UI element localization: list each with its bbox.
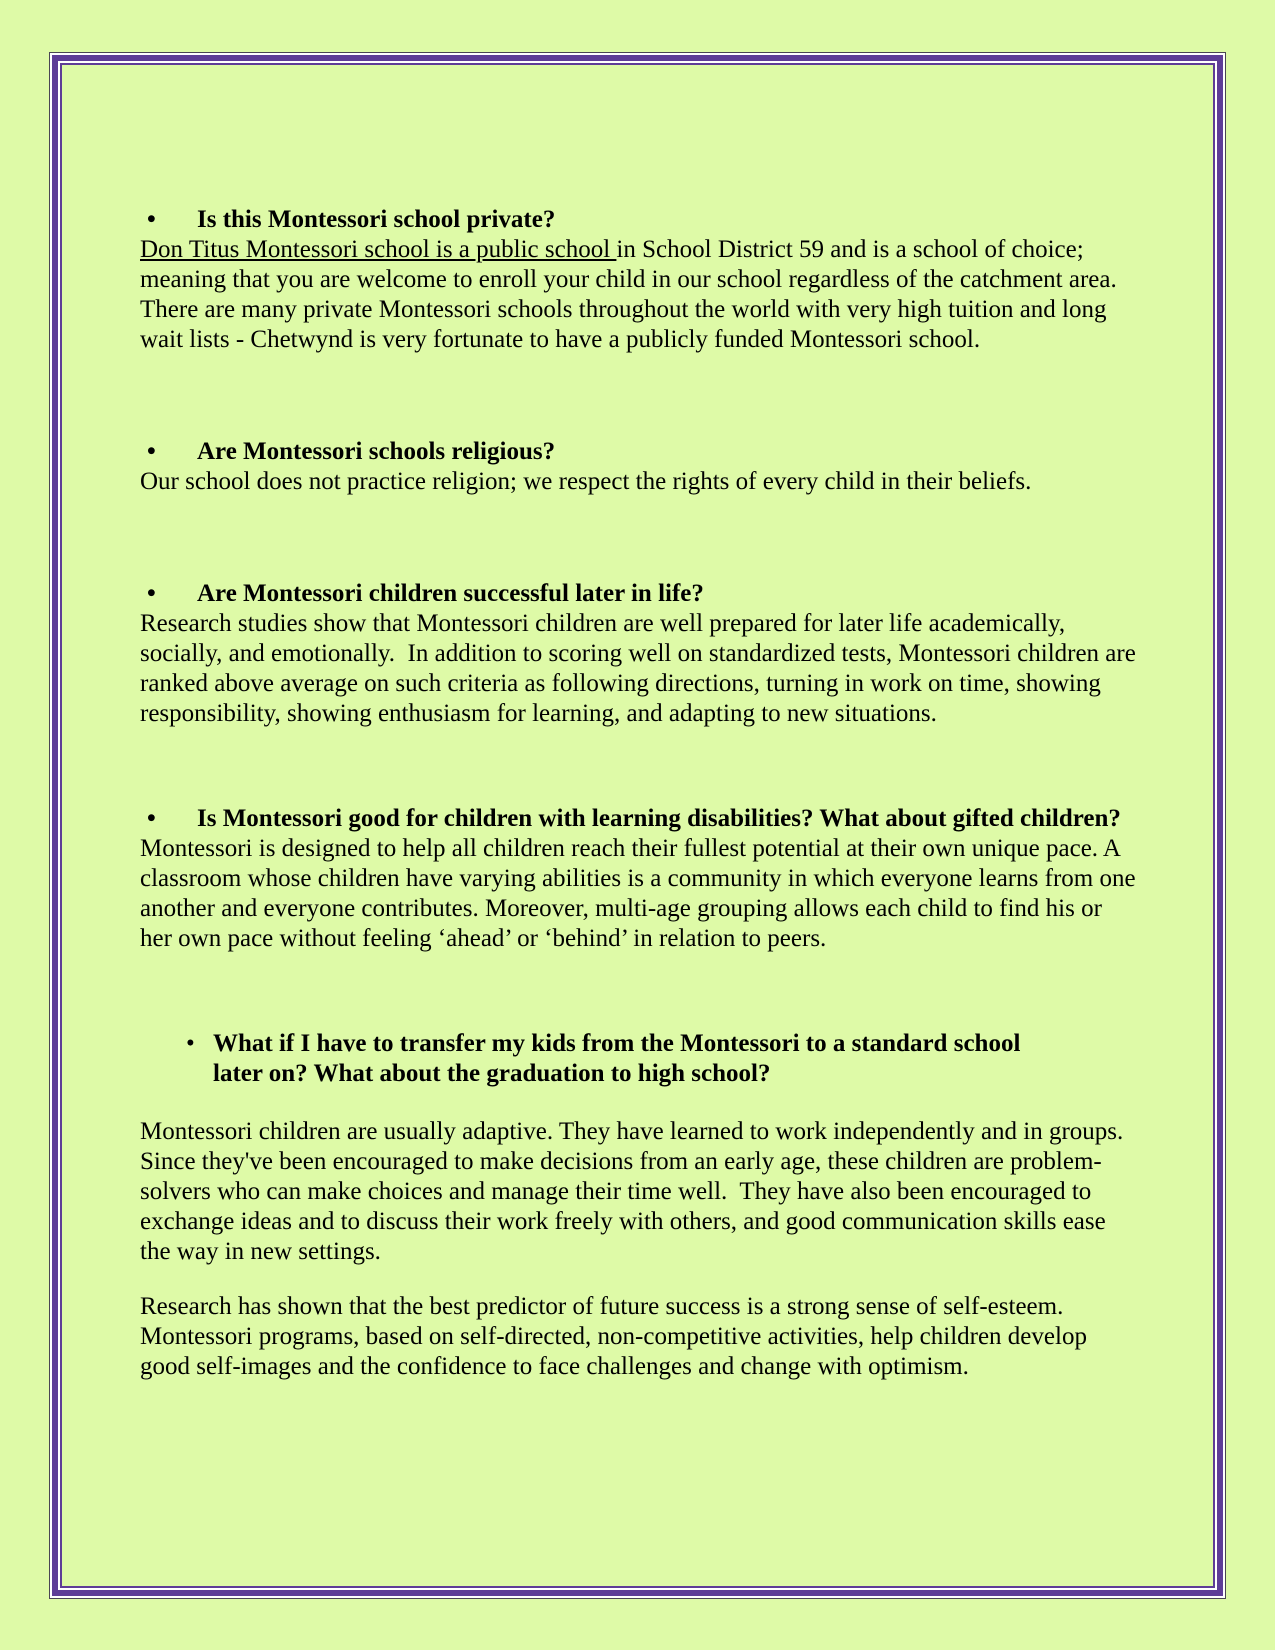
- bullet-icon: •: [147, 438, 156, 465]
- question-text: Is Montessori good for children with learning disabilities? What about gifted children?: [197, 805, 1121, 832]
- question-text: Is this Montessori school private?: [197, 206, 556, 233]
- question-heading: [140, 1029, 1140, 1089]
- faq-content: [140, 205, 1143, 1382]
- question-text: What if I have to transfer my kids from the Montessori to a standard school later on? What about the graduation to high school?: [213, 1030, 1027, 1087]
- answer-paragraph: Our school does not practice religion; we respect the rights of every child in their beliefs.: [140, 468, 1032, 495]
- faq-section-religious: [140, 437, 1140, 497]
- faq-section-success: [140, 579, 1143, 729]
- question-heading: [140, 804, 1140, 834]
- question-heading: [140, 579, 1140, 609]
- answer-text: in School District 59 and is a school of choice; meaning that you are welcome to enroll your child in our school regardless of the catchment area. There are many private Montessori schools throughout the world with very high tuition and long wait lists - Chetwynd is very fortunate to have a publicly funded Montessori school.: [140, 236, 1129, 353]
- page-border-middle: [52, 55, 1223, 1596]
- question-heading: [140, 205, 1140, 235]
- page-border-outer: [49, 52, 1226, 1599]
- question-heading: [140, 437, 1140, 467]
- bullet-icon: •: [186, 1030, 195, 1057]
- faq-section-disabilities: [140, 804, 1140, 954]
- answer-paragraph: Montessori children are usually adaptive. They have learned to work independently and in groups. Since they've been encouraged to make decisions from an early age, these children are problem-solvers who can make choices and manage their time well. They have also been encouraged to exchange ideas and to discuss their work freely with others, and good communication skills ease the way in new settings.: [140, 1118, 1130, 1265]
- faq-section-private: [140, 205, 1140, 355]
- question-text: Are Montessori children successful later in life?: [197, 580, 704, 607]
- bullet-icon: •: [147, 580, 156, 607]
- bullet-icon: •: [147, 206, 156, 233]
- bullet-icon: •: [147, 805, 156, 832]
- answer-underlined-text: Don Titus Montessori school is a public school: [140, 236, 617, 263]
- answer-paragraph: Research studies show that Montessori children are well prepared for later life academically, socially, and emotionally. In addition to scoring well on standardized tests, Montessori children are ranked above average on such criteria as following directions, turning in work on time, showing responsibility, showing enthusiasm for learning, and adapting to new situations.: [140, 610, 1143, 727]
- answer-paragraph: Research has shown that the best predictor of future success is a strong sense of self-esteem. Montessori programs, based on self-directed, non-competitive activities, help children develop good self-images and the confidence to face challenges and change with optimism.: [140, 1293, 1094, 1380]
- faq-section-transfer: [140, 1029, 1140, 1382]
- answer-paragraph: [140, 235, 1140, 355]
- question-text: Are Montessori schools religious?: [197, 438, 556, 465]
- page-border-inner: [60, 63, 1215, 1588]
- answer-paragraph: Montessori is designed to help all children reach their fullest potential at their own unique pace. A classroom whose children have varying abilities is a community in which everyone learns from one another and everyone contributes. Moreover, multi-age grouping allows each child to find his or her own pace without feeling ‘ahead’ or ‘behind’ in relation to peers.: [140, 835, 1142, 952]
